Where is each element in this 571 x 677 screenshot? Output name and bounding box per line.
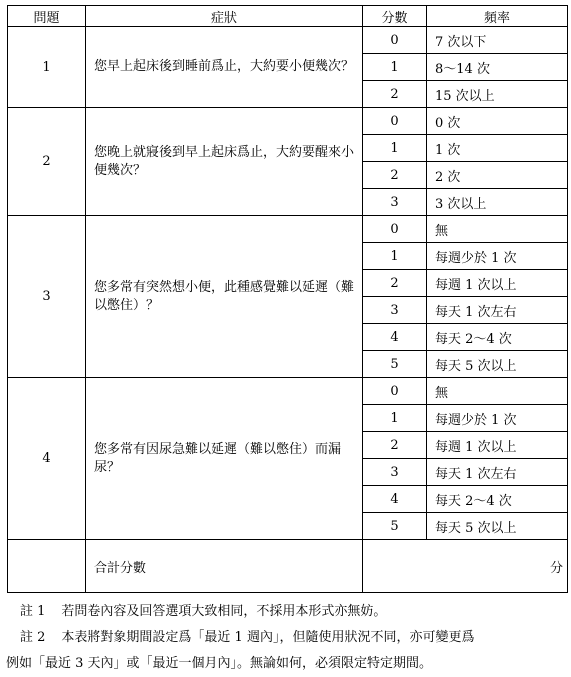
question-symptom: 您多常有突然想小便，此種感覺難以延遲（難以憋住）？ (86, 216, 363, 378)
option-score: 4 (363, 324, 427, 351)
option-frequency: 1 次 (427, 135, 568, 162)
question-symptom: 您晚上就寢後到早上起床爲止，大約要醒來小便幾次？ (86, 108, 363, 216)
option-frequency: 無 (427, 216, 568, 243)
option-row (8, 27, 568, 54)
note-1 (20, 599, 565, 625)
question-number: 4 (8, 378, 86, 540)
option-score: 4 (363, 486, 427, 513)
table-header-row (8, 6, 568, 27)
total-spacer (8, 540, 86, 593)
note-label: 註 2 (20, 630, 46, 645)
option-score: 5 (363, 513, 427, 540)
option-score: 0 (363, 216, 427, 243)
option-score: 2 (363, 432, 427, 459)
option-frequency: 每天 5 次以上 (427, 513, 568, 540)
question-symptom: 您多常有因尿急難以延遲（難以憋住）而漏尿？ (86, 378, 363, 540)
note-2 (20, 625, 565, 651)
option-frequency: 每天 1 次左右 (427, 297, 568, 324)
total-label: 合計分數 (86, 540, 363, 593)
option-frequency: 無 (427, 378, 568, 405)
total-score-cell: 分 (363, 540, 568, 593)
note-text: 若問卷內容及回答選項大致相同，不採用本形式亦無妨。 (61, 604, 387, 619)
question-number: 1 (8, 27, 86, 108)
option-frequency: 每週少於 1 次 (427, 243, 568, 270)
option-score: 3 (363, 459, 427, 486)
option-score: 5 (363, 351, 427, 378)
table-body (8, 27, 568, 540)
option-frequency: 2 次 (427, 162, 568, 189)
option-score: 2 (363, 81, 427, 108)
header-frequency: 頻率 (427, 6, 568, 27)
option-row (8, 108, 568, 135)
option-frequency: 每週 1 次以上 (427, 270, 568, 297)
option-score: 1 (363, 135, 427, 162)
option-score: 1 (363, 54, 427, 81)
option-score: 3 (363, 297, 427, 324)
option-score: 0 (363, 27, 427, 54)
option-row (8, 216, 568, 243)
option-score: 0 (363, 378, 427, 405)
option-frequency: 每天 5 次以上 (427, 351, 568, 378)
header-question: 問題 (8, 6, 86, 27)
option-row (8, 378, 568, 405)
option-frequency: 3 次以上 (427, 189, 568, 216)
note-text: 本表將對象期間設定爲「最近 1 週內」，但隨使用狀況不同，亦可變更爲 (61, 630, 475, 645)
note-label: 註 1 (20, 604, 46, 619)
option-frequency: 8～14 次 (427, 54, 568, 81)
header-symptom: 症狀 (86, 6, 363, 27)
option-score: 2 (363, 162, 427, 189)
note-2-continuation: 例如「最近 3 天內」或「最近一個月內」。無論如何，必須限定特定期間。 (6, 656, 433, 671)
option-frequency: 0 次 (427, 108, 568, 135)
question-number: 2 (8, 108, 86, 216)
option-score: 0 (363, 108, 427, 135)
option-frequency: 每天 2～4 次 (427, 324, 568, 351)
option-score: 3 (363, 189, 427, 216)
option-frequency: 每週少於 1 次 (427, 405, 568, 432)
option-frequency: 每週 1 次以上 (427, 432, 568, 459)
symptom-score-table (7, 5, 568, 593)
option-frequency: 15 次以上 (427, 81, 568, 108)
option-frequency: 每天 1 次左右 (427, 459, 568, 486)
option-score: 1 (363, 405, 427, 432)
question-number: 3 (8, 216, 86, 378)
footnotes (6, 599, 565, 677)
option-score: 2 (363, 270, 427, 297)
header-score: 分數 (363, 6, 427, 27)
option-frequency: 7 次以下 (427, 27, 568, 54)
total-row (8, 540, 568, 593)
option-score: 1 (363, 243, 427, 270)
question-symptom: 您早上起床後到睡前爲止，大約要小便幾次？ (86, 27, 363, 108)
option-frequency: 每天 2～4 次 (427, 486, 568, 513)
